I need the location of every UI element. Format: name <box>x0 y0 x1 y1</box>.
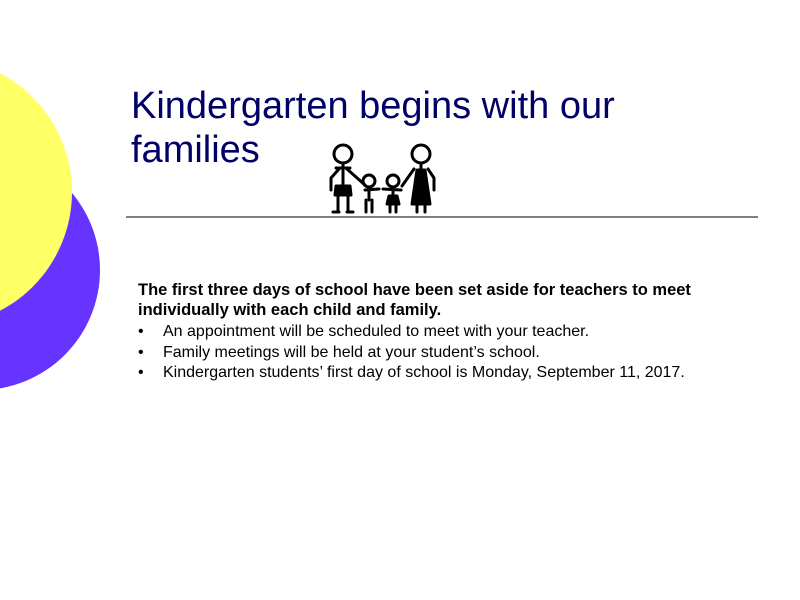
child-figure-icon <box>363 175 379 212</box>
list-item-text: Family meetings will be held at your student’s school. <box>163 343 540 361</box>
bullet-icon: • <box>138 323 144 340</box>
overlapping-circles-decoration <box>0 0 110 430</box>
family-stick-figures-icon <box>322 142 442 216</box>
intro-paragraph: The first three days of school have been set aside for teachers to meet individually with each child and family. <box>138 281 691 319</box>
list-item-text: Kindergarten students’ first day of school is Monday, September 11, 2017. <box>163 364 685 381</box>
page-title: Kindergarten begins with our families <box>131 85 615 171</box>
bullet-icon: • <box>138 364 144 381</box>
father-figure-icon <box>331 145 365 212</box>
mother-figure-icon <box>402 145 434 212</box>
list-item <box>138 343 758 364</box>
list-item <box>138 363 758 384</box>
title-divider <box>126 216 758 218</box>
child-figure-icon <box>383 175 401 212</box>
bullet-icon: • <box>138 343 144 361</box>
list-item <box>138 322 758 343</box>
slide-body <box>138 280 758 384</box>
bullet-list <box>138 322 758 384</box>
list-item-text: An appointment will be scheduled to meet with your teacher. <box>163 323 590 340</box>
